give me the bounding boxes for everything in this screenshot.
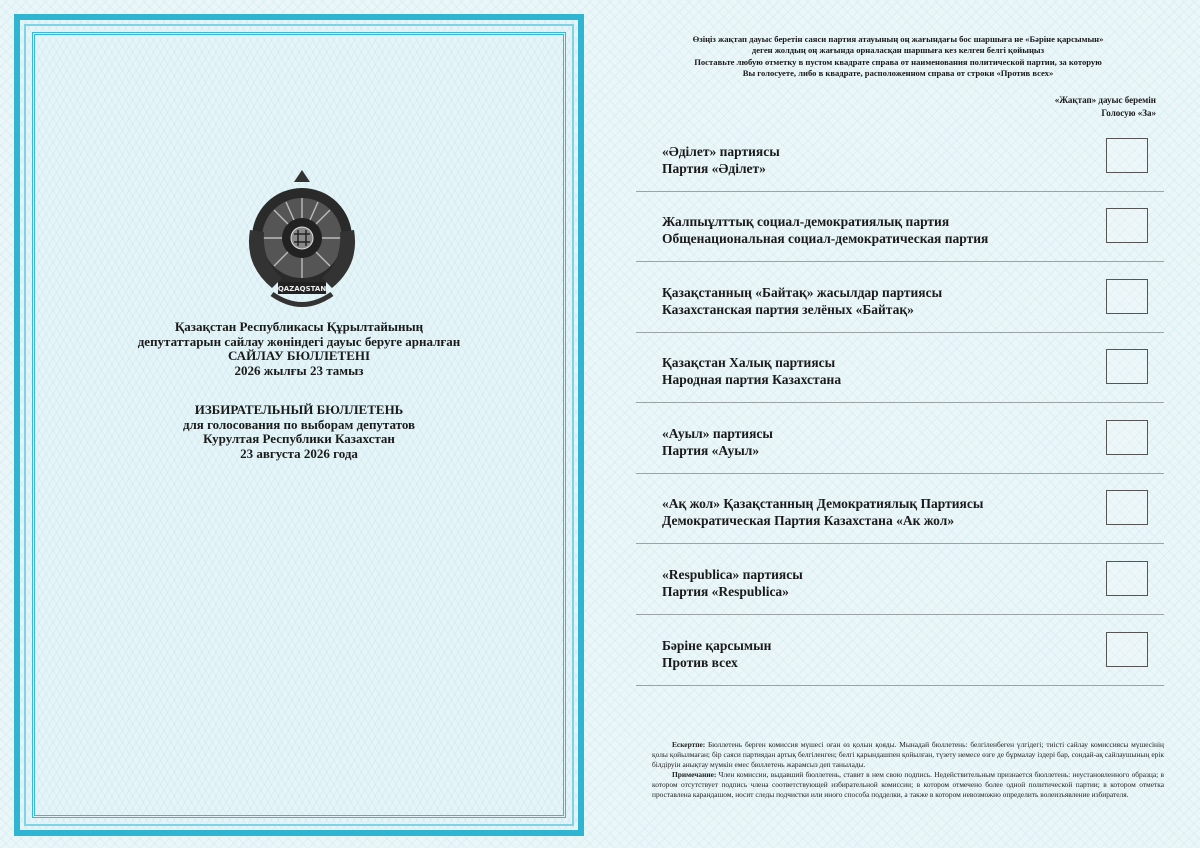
party-row bbox=[636, 473, 1164, 544]
vote-checkbox[interactable] bbox=[1106, 490, 1148, 525]
vote-checkbox[interactable] bbox=[1106, 420, 1148, 455]
party-name-kz: Жалпыұлттық социал-демократиялық партия bbox=[662, 214, 950, 229]
ru-title-line-1: ИЗБИРАТЕЛЬНЫЙ БЮЛЛЕТЕНЬ bbox=[194, 402, 404, 417]
party-name-ru: Общенациональная социал-демократическая партия bbox=[662, 231, 989, 246]
party-names bbox=[662, 284, 942, 318]
party-names bbox=[662, 425, 773, 459]
vote-column-header bbox=[1055, 94, 1156, 119]
party-name-kz: «Әділет» партиясы bbox=[662, 144, 780, 159]
vote-checkbox[interactable] bbox=[1106, 349, 1148, 384]
against-all-row bbox=[636, 615, 1164, 686]
against-all-ru: Против всех bbox=[662, 655, 738, 670]
emblem-caption: QAZAQSTAN bbox=[277, 285, 327, 293]
kz-title-date: 2026 жылғы 23 тамыз bbox=[234, 362, 364, 378]
vote-checkbox[interactable] bbox=[1106, 208, 1148, 243]
party-names bbox=[662, 354, 841, 388]
party-name-kz: «Ақ жол» Қазақстанның Демократиялық Партиясы bbox=[662, 496, 984, 511]
party-name-kz: «Respublica» партиясы bbox=[662, 567, 803, 582]
kz-title-line-2: депутаттарын сайлау жөніндегі дауыс беруге арналған bbox=[137, 333, 461, 349]
note-ru-text: Член комиссии, выдавший бюллетень, ставит в нем свою подпись. Недействительным признается бюллетень: неустановленного образца; в котором отсутствует подпись члена соответствующей избирательной комиссии; в котором отмечено более одной политической партии; в котором отметка проставлена карандашом, носит следы подчистки или иного способа подделки, а также в котором невозможно определить волеизъявление избирателя. bbox=[652, 770, 1164, 799]
ru-title-date: 23 августа 2026 года bbox=[240, 445, 358, 461]
party-name-kz: «Ауыл» партиясы bbox=[662, 426, 773, 441]
party-names bbox=[662, 213, 988, 247]
vote-checkbox[interactable] bbox=[1106, 279, 1148, 314]
russian-ballot-title bbox=[20, 403, 578, 461]
party-names bbox=[662, 143, 780, 177]
party-names bbox=[662, 495, 983, 529]
vote-header-kz: «Жақтап» дауыс беремін bbox=[1054, 95, 1156, 105]
ru-title-line-3: Курултая Республики Казахстан bbox=[203, 431, 395, 446]
party-name-ru: Казахстанская партия зелёных «Байтақ» bbox=[662, 302, 914, 317]
party-name-ru: Народная партия Казахстана bbox=[662, 372, 842, 387]
kz-title-line-1: Қазақстан Республикасы Құрылтайының bbox=[174, 319, 424, 334]
party-names bbox=[662, 637, 771, 671]
against-all-kz: Бәріне қарсымын bbox=[662, 638, 772, 653]
kazakh-ballot-title bbox=[20, 320, 578, 378]
instruction-line-4: Вы голосуете, либо в квадрате, расположенном справа от строки «Против всех» bbox=[742, 68, 1054, 79]
note-ru-label: Примечание: bbox=[672, 770, 717, 779]
vote-checkbox[interactable] bbox=[1106, 632, 1148, 667]
party-row bbox=[636, 544, 1164, 615]
party-row bbox=[636, 403, 1164, 474]
kz-title-line-3: САЙЛАУ БЮЛЛЕТЕНІ bbox=[227, 348, 371, 363]
note-ru bbox=[652, 770, 1164, 800]
party-name-ru: Партия «Respublica» bbox=[662, 584, 789, 599]
party-name-kz: Қазақстанның «Байтақ» жасылдар партиясы bbox=[662, 285, 943, 300]
ru-title-line-2: для голосования по выборам депутатов bbox=[182, 416, 416, 432]
ballot-notes bbox=[652, 740, 1164, 800]
ballot-cover-panel bbox=[14, 14, 584, 836]
note-kz bbox=[652, 740, 1164, 770]
party-names bbox=[662, 566, 803, 600]
party-row bbox=[636, 262, 1164, 333]
note-kz-text: Бюллетень берген комиссия мүшесі оған өз қолын қояды. Мынадай бюллетень: белгіленбеген үлгідегі; тиісті сайлау комиссиясы мүшесінің қолы қойылмаған; бір саяси партиядан артық белгіленген; белгі қарындашпен қойылған, түзету немесе өзге де бұрмалау іздері бар, сондай-ақ сайлаушының ерік білдіруін анықтау мүмкін емес бюллетень жарамсыз деп танылады. bbox=[652, 740, 1164, 769]
instruction-line-3: Поставьте любую отметку в пустом квадрате справа от наименования политической партии, за которую bbox=[694, 56, 1102, 67]
party-row bbox=[636, 191, 1164, 262]
note-kz-label: Ескертпе: bbox=[672, 740, 706, 749]
vote-header-ru: Голосую «За» bbox=[1101, 107, 1156, 118]
party-name-ru: Партия «Ауыл» bbox=[662, 443, 760, 458]
instruction-line-1: Өзіңіз жақтап дауыс беретін саяси партия атауының оң жағындағы бос шаршыға не «Бәріне қарсымын» bbox=[692, 34, 1104, 44]
state-emblem-icon bbox=[242, 170, 362, 320]
party-name-kz: Қазақстан Халық партиясы bbox=[662, 355, 836, 370]
instruction-line-2: деген жолдың оң жағында орналасқан шаршыға кез келген белгі қойыңыз bbox=[751, 45, 1045, 56]
vote-checkbox[interactable] bbox=[1106, 561, 1148, 596]
party-row bbox=[636, 332, 1164, 403]
party-name-ru: Партия «Әділет» bbox=[662, 161, 766, 176]
party-row bbox=[636, 121, 1164, 192]
voting-instructions bbox=[628, 34, 1168, 80]
vote-checkbox[interactable] bbox=[1106, 138, 1148, 173]
party-name-ru: Демократическая Партия Казахстана «Ак жол» bbox=[662, 513, 955, 528]
